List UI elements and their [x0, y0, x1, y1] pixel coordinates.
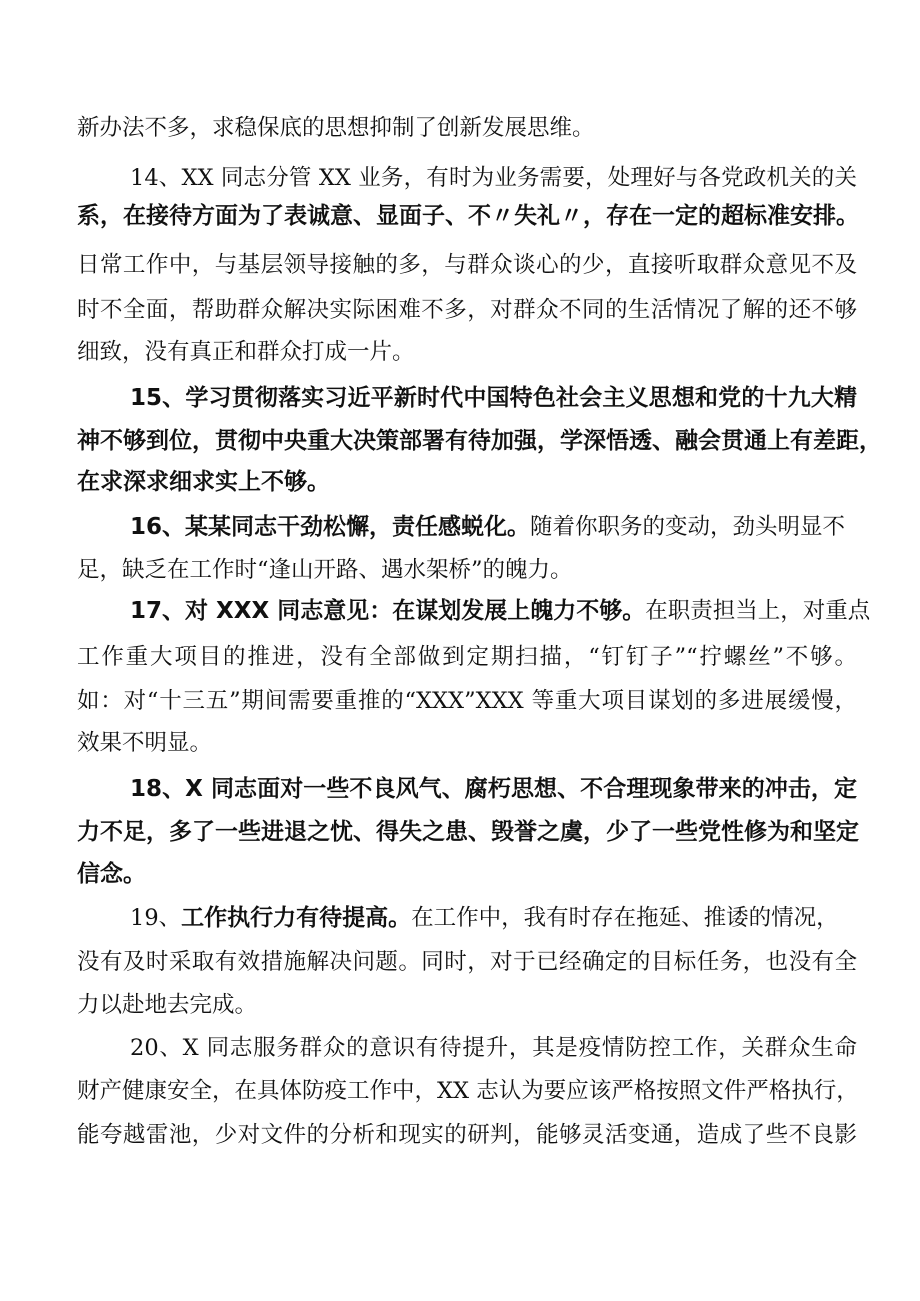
paragraph-text: 在工作中，我有时存在拖延、推诿的情况， [411, 905, 839, 931]
text-line: 15、学习贯彻落实习近平新时代中国特色社会主义思想和党的十九大精 [130, 385, 857, 411]
text-line: 神不够到位，贯彻中央重大决策部署有待加强，学深悟透、融会贯通上有差距， [77, 428, 882, 454]
text-line: 20、X 同志服务群众的意识有待提升，其是疫情防控工作，关群众生命 [130, 1035, 857, 1061]
paragraph-heading: 17、对 XXX 同志意见：在谋划发展上魄力不够。 [130, 598, 646, 624]
text-line: 新办法不多，求稳保底的思想抑制了创新发展思维。 [77, 115, 595, 141]
text-line [130, 512, 857, 542]
text-line: 在求深求细求实上不够。 [77, 469, 330, 495]
text-line [130, 903, 857, 933]
text-line: 14、XX 同志分管 XX 业务，有时为业务需要，处理好与各党政机关的关 [130, 165, 857, 191]
text-line [130, 596, 871, 626]
text-line: 18、X 同志面对一些不良风气、腐朽思想、不合理现象带来的冲击，定 [130, 776, 857, 802]
text-line: 效果不明显。 [77, 730, 213, 756]
paragraph-heading: 工作执行力有待提高。 [181, 905, 412, 931]
paragraph-heading: 16、某某同志干劲松懈，责任感蜕化。 [130, 514, 531, 540]
text-line: 没有及时采取有效措施解决问题。同时，对于已经确定的目标任务，也没有全 [77, 949, 857, 975]
text-line: 力以赴地去完成。 [77, 992, 258, 1018]
text-line: 系，在接待方面为了表诚意、显面子、不〃失礼〃，存在一定的超标准安排。 [77, 203, 859, 229]
paragraph-text: 随着你职务的变动，劲头明显不 [530, 514, 846, 540]
text-line: 力不足，多了一些进退之忧、得失之患、毁誉之虞，少了一些党性修为和坚定 [77, 819, 859, 845]
text-line: 细致，没有真正和群众打成一片。 [77, 339, 415, 365]
text-line: 日常工作中，与基层领导接触的多，与群众谈心的少，直接听取群众意见不及 [77, 252, 857, 278]
text-line: 工作重大项目的推进，没有全部做到定期扫描，“钉钉子”“拧螺丝”不够。 [77, 644, 857, 670]
text-line: 信念。 [77, 861, 146, 887]
text-line: 财产健康安全，在具体防疫工作中，XX 志认为要应该严格按照文件严格执行， [77, 1078, 859, 1104]
text-line: 时不全面，帮助群众解决实际困难不多，对群众不同的生活情况了解的还不够 [77, 297, 857, 323]
paragraph-number: 19、 [130, 905, 182, 931]
text-line: 足，缺乏在工作时“逢山开路、遇水架桥”的魄力。 [77, 557, 573, 583]
text-line: 能夸越雷池，少对文件的分析和现实的研判，能够灵活变通，造成了些不良影 [77, 1122, 857, 1148]
text-line: 如：对“十三五”期间需要重推的“XXX”XXX 等重大项目谋划的多进展缓慢， [77, 688, 857, 714]
paragraph-text: 在职责担当上，对重点 [645, 598, 871, 624]
